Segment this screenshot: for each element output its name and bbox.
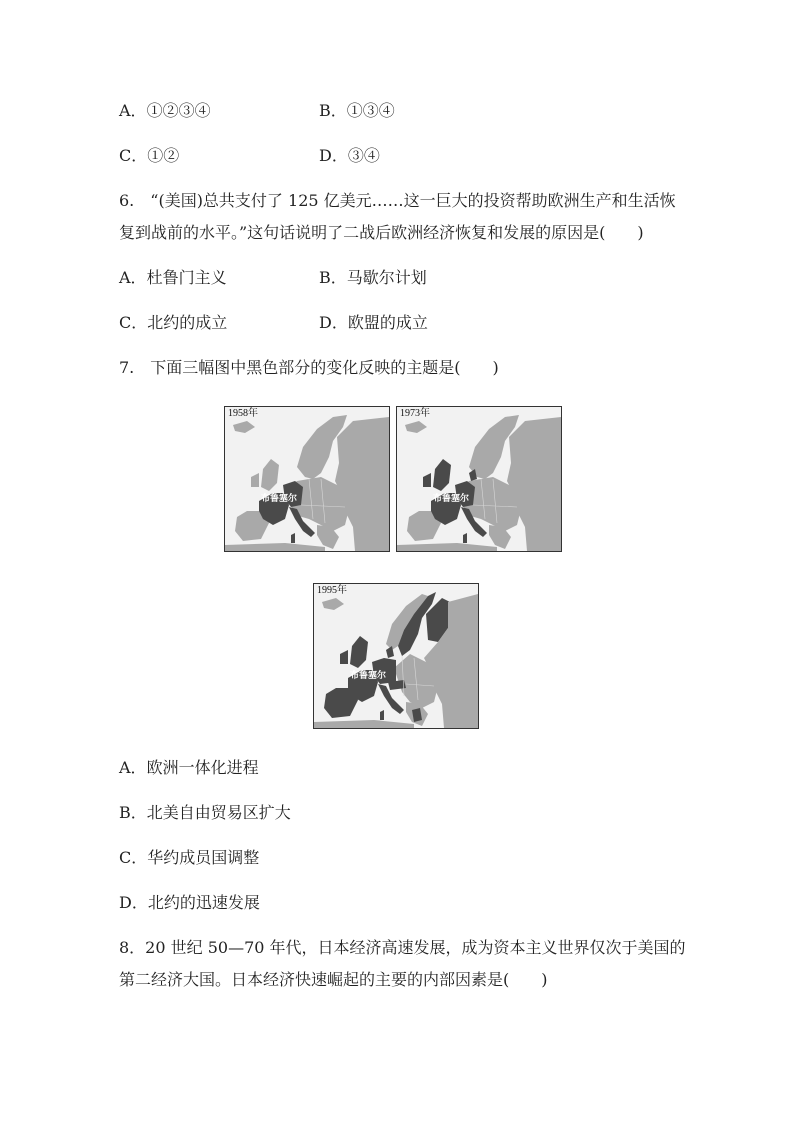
q6-option-a-text: 杜鲁门主义 xyxy=(146,268,227,287)
q7-option-d-text: 北约的迅速发展 xyxy=(147,893,260,912)
q6-option-c-text: 北约的成立 xyxy=(147,313,228,332)
q6-option-d[interactable]: D．欧盟的成立 xyxy=(319,313,428,332)
map-1973-graphic xyxy=(397,407,561,551)
q8-stem-line1: 8．20 世纪 50—70 年代，日本经济高速发展，成为资本主义世界仅次于美国的 xyxy=(119,938,686,957)
q7-option-a[interactable]: A．欧洲一体化进程 xyxy=(119,758,259,777)
q5-option-a[interactable]: A．①②③④ xyxy=(119,101,211,120)
map-1995-year: 1995年 xyxy=(317,585,347,596)
map-1958-city-label: 布鲁塞尔 xyxy=(261,494,298,504)
map-1995 xyxy=(313,583,479,729)
q5-option-b-text: ①③④ xyxy=(346,101,395,120)
q7-option-c[interactable]: C．华约成员国调整 xyxy=(119,848,260,867)
q5-option-c[interactable]: C．①② xyxy=(119,146,180,165)
q7-option-c-text: 华约成员国调整 xyxy=(147,848,260,867)
q6-option-c[interactable]: C．北约的成立 xyxy=(119,313,228,332)
q7-option-b-text: 北美自由贸易区扩大 xyxy=(146,803,291,822)
q7-option-d[interactable]: D．北约的迅速发展 xyxy=(119,893,260,912)
q5-option-d[interactable]: D．③④ xyxy=(319,146,380,165)
map-1958-year: 1958年 xyxy=(228,408,258,419)
q5-option-a-text: ①②③④ xyxy=(146,101,211,120)
q5-option-b[interactable]: B．①③④ xyxy=(319,101,395,120)
q5-option-d-text: ③④ xyxy=(347,146,380,165)
map-1973-city-label: 布鲁塞尔 xyxy=(433,494,470,504)
map-1973-year: 1973年 xyxy=(400,408,430,419)
q5-option-c-text: ①② xyxy=(147,146,180,165)
map-1995-graphic xyxy=(314,584,478,728)
q6-stem-line2: 复到战前的水平。”这句话说明了二战后欧洲经济恢复和发展的原因是( ) xyxy=(119,223,644,242)
map-1995-city-label: 布鲁塞尔 xyxy=(350,671,387,681)
q7-option-a-text: 欧洲一体化进程 xyxy=(146,758,259,777)
q7-option-b[interactable]: B．北美自由贸易区扩大 xyxy=(119,803,291,822)
map-1958 xyxy=(224,406,390,552)
q6-option-b[interactable]: B．马歇尔计划 xyxy=(319,268,427,287)
map-1973 xyxy=(396,406,562,552)
q8-stem-line2: 第二经济大国。日本经济快速崛起的主要的内部因素是( ) xyxy=(119,970,548,989)
q7-stem: 7. 下面三幅图中黑色部分的变化反映的主题是( ) xyxy=(119,358,499,377)
q6-option-a[interactable]: A．杜鲁门主义 xyxy=(119,268,227,287)
map-1958-graphic xyxy=(225,407,389,551)
q6-option-b-text: 马歇尔计划 xyxy=(346,268,427,287)
q6-option-d-text: 欧盟的成立 xyxy=(347,313,428,332)
q6-stem-line1: 6. “(美国)总共支付了 125 亿美元……这一巨大的投资帮助欧洲生产和生活恢 xyxy=(119,191,676,210)
